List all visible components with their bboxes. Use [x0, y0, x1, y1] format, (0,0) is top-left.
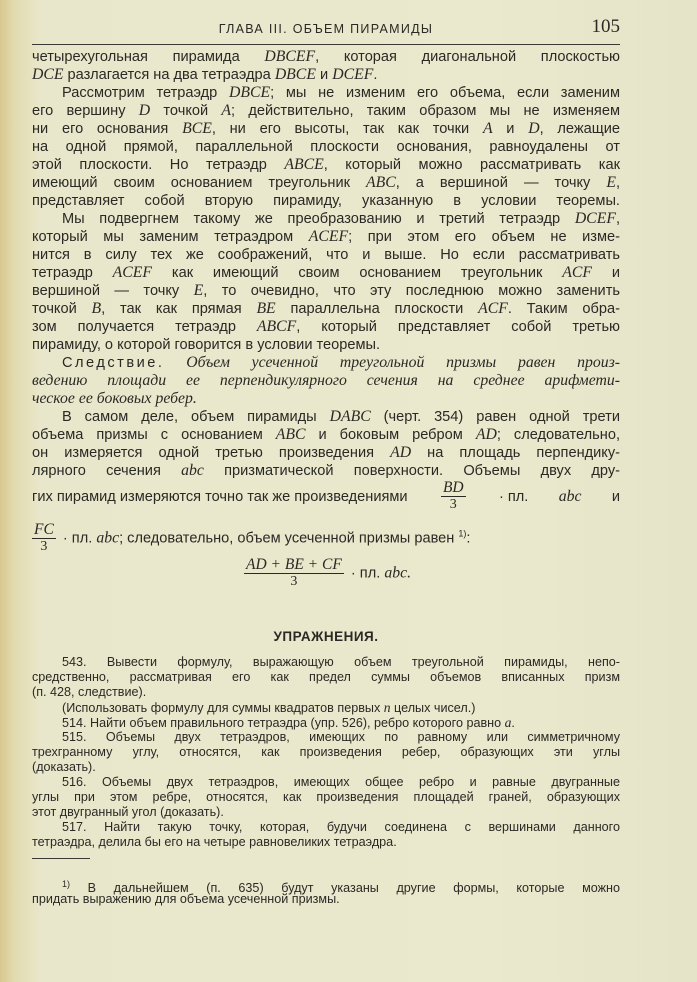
text-segment: , которая диагональной плоскостью [315, 49, 620, 65]
text-segment: трехгранному углу, относятся, как произведения ребер, образующих эти углы [32, 745, 620, 759]
text-line [32, 48, 620, 66]
formula-numerator: AD + BE + CF [245, 556, 342, 573]
footnote-marker: 1) [62, 879, 71, 889]
text-segment: его вершину [32, 103, 139, 119]
text-segment: , ни его высоты, так как точки [211, 121, 483, 137]
text-segment: вершиной — точку [32, 283, 194, 299]
text-line [32, 462, 620, 480]
text-segment: , так как прямая [101, 301, 257, 317]
running-header [32, 14, 620, 44]
math-or-italic-text: DBCE [274, 66, 316, 83]
text-segment: Рассмотрим тетраэдр [62, 85, 230, 101]
text-segment: объема призмы с основанием [32, 427, 276, 443]
text-segment: имеющий своим основанием треугольник [32, 175, 366, 191]
body-text [32, 48, 620, 480]
text-segment: и [492, 121, 529, 137]
text-line [32, 156, 620, 174]
text-line [32, 745, 620, 760]
text-segment: призматической поверхности. Объемы двух дру- [203, 463, 620, 479]
text-line [32, 700, 620, 715]
math-or-italic-text: AD [390, 444, 412, 461]
math-var: abc. [384, 564, 412, 582]
text-line [32, 192, 620, 210]
text-segment: средственно, рассматривая его как предел суммы объемов вписанных призм [32, 670, 620, 684]
text-line [32, 174, 620, 192]
text-line [32, 138, 620, 156]
text-segment: ; следовательно, [496, 427, 621, 443]
text-segment: 514. Найти объем правильного тетраэдра (упр. 526), ребро которого равно [62, 716, 505, 730]
text-segment: и [592, 265, 620, 281]
text-segment: , [615, 211, 620, 227]
math-or-italic-text: ческое ее боковых ребер. [32, 390, 197, 407]
text-line [32, 715, 620, 730]
text-segment: пирамиду, о которой говорится в условии теоремы. [32, 337, 381, 353]
fraction-numerator: FC [34, 521, 54, 538]
text-line [32, 877, 620, 896]
chapter-title: ГЛАВА III. ОБЪЕМ ПИРАМИДЫ [218, 22, 434, 36]
text-line [32, 84, 620, 102]
text-segment: (Использовать формулу для суммы квадратов первых [62, 701, 384, 715]
text-segment: , который можно рассматривать как [323, 157, 621, 173]
text-line [32, 102, 620, 120]
math-or-italic-text: DCEF [574, 210, 616, 227]
text-segment: который мы заменим тетраэдром [32, 229, 309, 245]
text-segment: тетраэдра, делила бы его на четыре равновеликих тетраэдра. [32, 835, 397, 849]
text-line [32, 670, 620, 685]
math-or-italic-text: ACF [562, 264, 592, 281]
text-segment: углы при этом ребре, относятся, как произведения площадей граней, образующих [32, 790, 620, 804]
text-line [32, 790, 620, 805]
text-segment: 516. Объемы двух тетраэдров, имеющих общее ребро и равные двугранные [62, 775, 620, 789]
header-rule [32, 44, 620, 45]
text-segment: ; действительно, таким образом мы не изменяем [231, 103, 620, 119]
text-segment: как имеющий своим основанием треугольник [152, 265, 563, 281]
text-segment: В самом деле, объем пирамиды [62, 409, 330, 425]
text-segment: Мы подвергнем такому же преобразованию и третий тетраэдр [62, 211, 575, 227]
text-segment: нится в силу тех же соображений, что и выше. Но если рассматривать [32, 247, 620, 263]
text-line [32, 835, 620, 850]
fraction-fc [32, 522, 56, 555]
math-or-italic-text: DCE [32, 66, 64, 83]
math-or-italic-text: DCEF [332, 66, 374, 83]
text-line [32, 120, 620, 138]
text-segment: ни его основания [32, 121, 183, 137]
formula [32, 557, 620, 590]
math-or-italic-text: ACF [478, 300, 508, 317]
text-line [32, 820, 620, 835]
math-or-italic-text: BE [256, 300, 276, 317]
text-line [32, 426, 620, 444]
text-segment: . Таким обра- [507, 301, 620, 317]
text-segment: и [315, 67, 333, 83]
text-segment: 543. Вывести формулу, выражающую объем треугольной пирамиды, непо- [62, 655, 620, 669]
text-segment: , который представляет собой третью [296, 319, 621, 335]
text-segment: целых чисел.) [390, 701, 476, 715]
text-segment: , [615, 175, 621, 191]
text-line [32, 300, 620, 318]
line-text: и [611, 488, 620, 505]
text-line [32, 210, 620, 228]
text-segment: параллельна плоскости [275, 301, 479, 317]
text-segment: (п. 428, следствие). [32, 685, 147, 699]
text-segment: тетраэдр [32, 265, 113, 281]
text-line [32, 228, 620, 246]
fraction-denominator: 3 [40, 539, 48, 554]
text-segment: . [373, 67, 378, 83]
text-segment: , лежащие [539, 121, 620, 137]
math-or-italic-text: ведению площади ее перпендикулярного сечения на среднее арифмети- [32, 372, 620, 389]
math-or-italic-text: AD [475, 426, 497, 443]
text-segment: зом получается тетраэдр [32, 319, 257, 335]
formula-fraction [244, 557, 344, 590]
math-or-italic-text: A [482, 120, 493, 137]
text-segment: ; мы не изменим его объема, если заменим [270, 85, 620, 101]
text-segment: четырехугольная пирамида [32, 49, 265, 65]
math-or-italic-text: A [221, 102, 232, 119]
text-segment: разлагается на два тетраэдра [63, 67, 275, 83]
text-line [32, 282, 620, 300]
math-or-italic-text: BCE [182, 120, 212, 137]
math-or-italic-text: DBCE [229, 84, 271, 101]
text-segment: ; при этом его объем не изме- [348, 229, 621, 245]
text-segment: точкой [32, 301, 92, 317]
page-number: 105 [591, 16, 620, 37]
math-var: abc [96, 529, 120, 547]
text-segment: этой плоскости. Но тетраэдр [32, 157, 285, 173]
math-or-italic-text: DABC [329, 408, 371, 425]
fraction-denominator: 3 [449, 497, 457, 512]
math-or-italic-text: ABCE [284, 156, 324, 173]
text-line [32, 354, 620, 372]
text-segment: (доказать). [32, 760, 96, 774]
math-var: abc [558, 487, 582, 505]
math-or-italic-text: ACEF [112, 264, 153, 281]
text-segment: Следствие. [62, 355, 165, 371]
text-segment: (черт. 354) равен одной трети [370, 409, 620, 425]
line-text: гих пирамид измеряются точно так же произведениями [32, 488, 408, 505]
line-fc-fraction [32, 522, 620, 555]
text-segment: на одной прямой, параллельной плоскости основания, равноудалены от [32, 139, 620, 155]
text-line [32, 655, 620, 670]
text-line [32, 318, 620, 336]
footnote [32, 877, 620, 907]
math-or-italic-text: ABC [275, 426, 306, 443]
text-segment: этот двугранный угол (доказать). [32, 805, 224, 819]
text-segment: 515. Объемы двух тетраэдров, имеющих по равному или симметричному [62, 730, 620, 744]
text-segment: 517. Найти такую точку, которая, будучи соединена с вершинами данного [62, 820, 620, 834]
math-or-italic-text: ABCF [256, 318, 297, 335]
math-or-italic-text: D [138, 102, 151, 119]
math-or-italic-text: E [606, 174, 616, 191]
text-line [32, 805, 620, 820]
math-or-italic-text: n [383, 700, 391, 715]
math-or-italic-text: B [91, 300, 102, 317]
area-abbrev: · пл. [350, 565, 381, 582]
text-segment: В дальнейшем (п. 635) будут указаны другие формы, которые можно [70, 881, 620, 896]
formula-denominator: 3 [290, 574, 298, 589]
math-or-italic-text: a [504, 715, 512, 730]
text-segment: придать выражению для объема усеченной призмы. [32, 892, 340, 906]
area-abbrev: · пл. [498, 488, 529, 505]
text-segment: , а вершиной — точку [395, 175, 607, 191]
text-line [32, 444, 620, 462]
math-or-italic-text: ACEF [308, 228, 349, 245]
footnote-ref[interactable]: 1) [458, 528, 467, 539]
footnote-rule [32, 858, 90, 859]
text-line [32, 372, 620, 390]
fraction-bd [441, 480, 466, 513]
math-or-italic-text: D [528, 120, 540, 137]
text-segment: и боковым ребром [305, 427, 476, 443]
text-segment: , то очевидно, что эту последнюю можно заменить [203, 283, 620, 299]
math-or-italic-text: E [193, 282, 204, 299]
math-or-italic-text: Объем усеченной треугольной призмы равен произ- [164, 354, 620, 371]
math-or-italic-text: ABC [366, 174, 396, 191]
text-segment: он измеряется одной третью произведения [32, 445, 391, 461]
text-line [32, 66, 620, 84]
text-line [32, 408, 620, 426]
text-line [32, 775, 620, 790]
text-line [32, 264, 620, 282]
exercises-list [32, 655, 620, 850]
text-segment: на площадь перпендику- [411, 445, 620, 461]
text-line [32, 685, 620, 700]
text-line [32, 730, 620, 745]
area-abbrev: · пл. [62, 530, 93, 547]
text-line [32, 760, 620, 775]
text-segment: . [511, 716, 515, 730]
text-line [32, 246, 620, 264]
text-line [32, 336, 620, 354]
text-segment: лярного сечения [32, 463, 182, 479]
text-line [32, 390, 620, 408]
line-text: : [466, 530, 471, 547]
text-segment: представляет собой вторую пирамиду, указанную в условии теоремы. [32, 193, 620, 209]
math-or-italic-text: abc [181, 462, 204, 479]
exercises-heading: УПРАЖНЕНИЯ. [273, 629, 379, 644]
fraction-numerator: BD [442, 479, 464, 496]
math-or-italic-text: DBCEF [264, 48, 316, 65]
line-bd-fraction [32, 480, 620, 513]
line-text: ; следовательно, объем усеченной призмы равен [119, 530, 455, 547]
text-segment: точкой [150, 103, 222, 119]
